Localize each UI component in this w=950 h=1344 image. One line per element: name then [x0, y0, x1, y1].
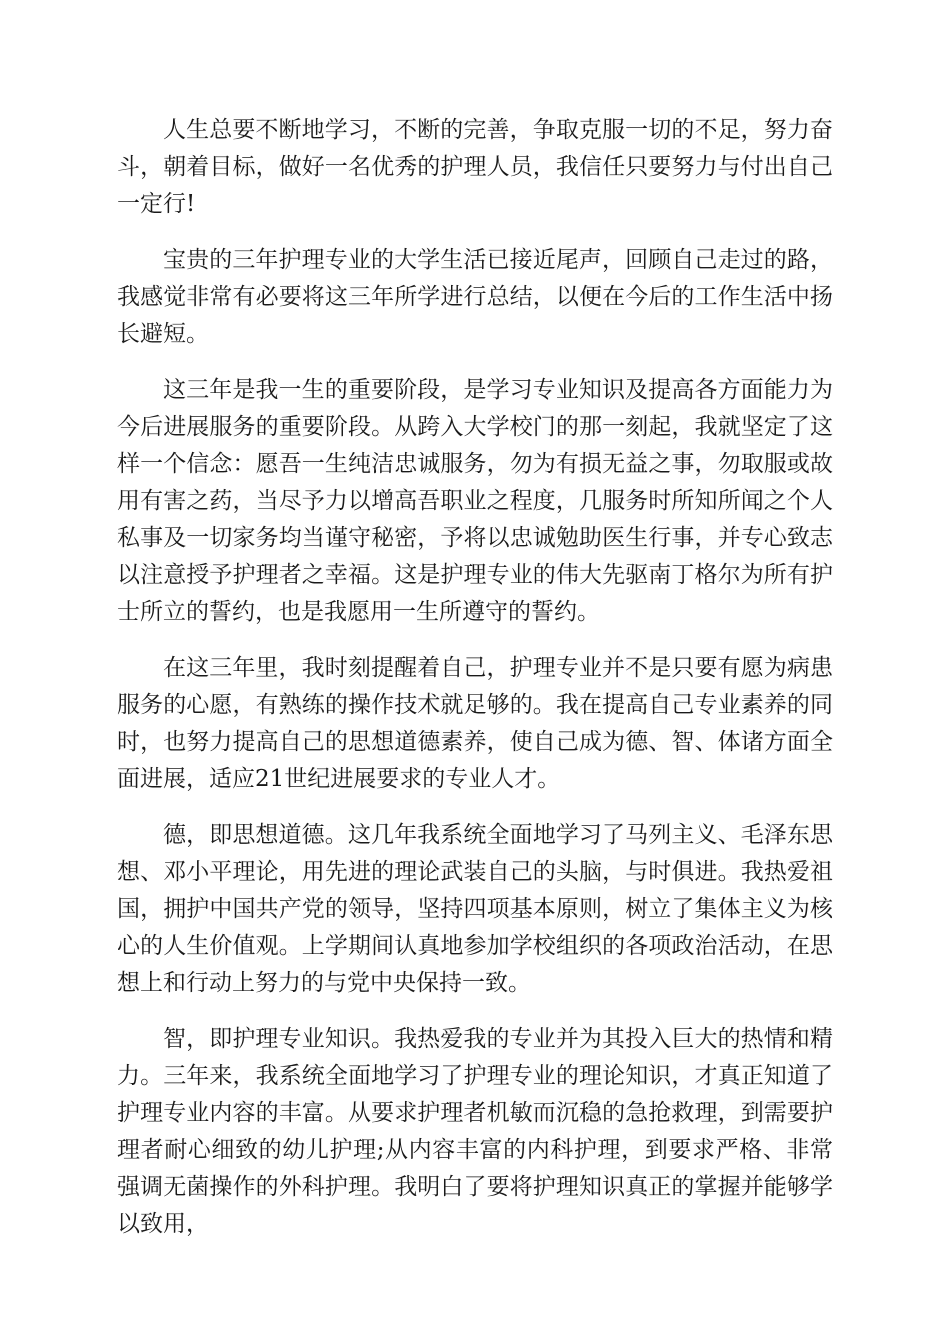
paragraph-5: 德，即思想道德。这几年我系统全面地学习了马列主义、毛泽东思想、邓小平理论，用先进的理论武装自己的头脑，与时俱进。我热爱祖国，拥护中国共产党的领导，坚持四项基本原则，树立了集体主义为核心的人生价值观。上学期间认真地参加学校组织的各项政治活动，在思想上和行动上努力的与党中央保持一致。 — [117, 822, 833, 996]
paragraph-1: 人生总要不断地学习，不断的完善，争取克服一切的不足，努力奋斗，朝着目标，做好一名优秀的护理人员，我信任只要努力与付出自己一定行! — [117, 117, 833, 217]
paragraph-4: 在这三年里，我时刻提醒着自己，护理专业并不是只要有愿为病患服务的心愿，有熟练的操作技术就足够的。我在提高自己专业素养的同时，也努力提高自己的思想道德素养，使自己成为德、智、体诸方面全面进展，适应21世纪进展要求的专业人才。 — [117, 655, 833, 792]
document-body — [117, 112, 833, 1262]
paragraph-3: 这三年是我一生的重要阶段，是学习专业知识及提高各方面能力为今后进展服务的重要阶段。从跨入大学校门的那一刻起，我就坚定了这样一个信念：愿吾一生纯洁忠诚服务，勿为有损无益之事，勿取服或故用有害之药，当尽予力以增高吾职业之程度，几服务时所知所闻之个人私事及一切家务均当谨守秘密，予将以忠诚勉助医生行事，并专心致志以注意授予护理者之幸福。这是护理专业的伟大先驱南丁格尔为所有护士所立的誓约，也是我愿用一生所遵守的誓约。 — [117, 377, 833, 625]
paragraph-6: 智，即护理专业知识。我热爱我的专业并为其投入巨大的热情和精力。三年来，我系统全面地学习了护理专业的理论知识，才真正知道了护理专业内容的丰富。从要求护理者机敏而沉稳的急抢救理，到需要护理者耐心细致的幼儿护理;从内容丰富的内科护理，到要求严格、非常强调无菌操作的外科护理。我明白了要将护理知识真正的掌握并能够学以致用， — [117, 1026, 833, 1237]
paragraph-2: 宝贵的三年护理专业的大学生活已接近尾声，回顾自己走过的路，我感觉非常有必要将这三年所学进行总结，以便在今后的工作生活中扬长避短。 — [117, 247, 833, 347]
